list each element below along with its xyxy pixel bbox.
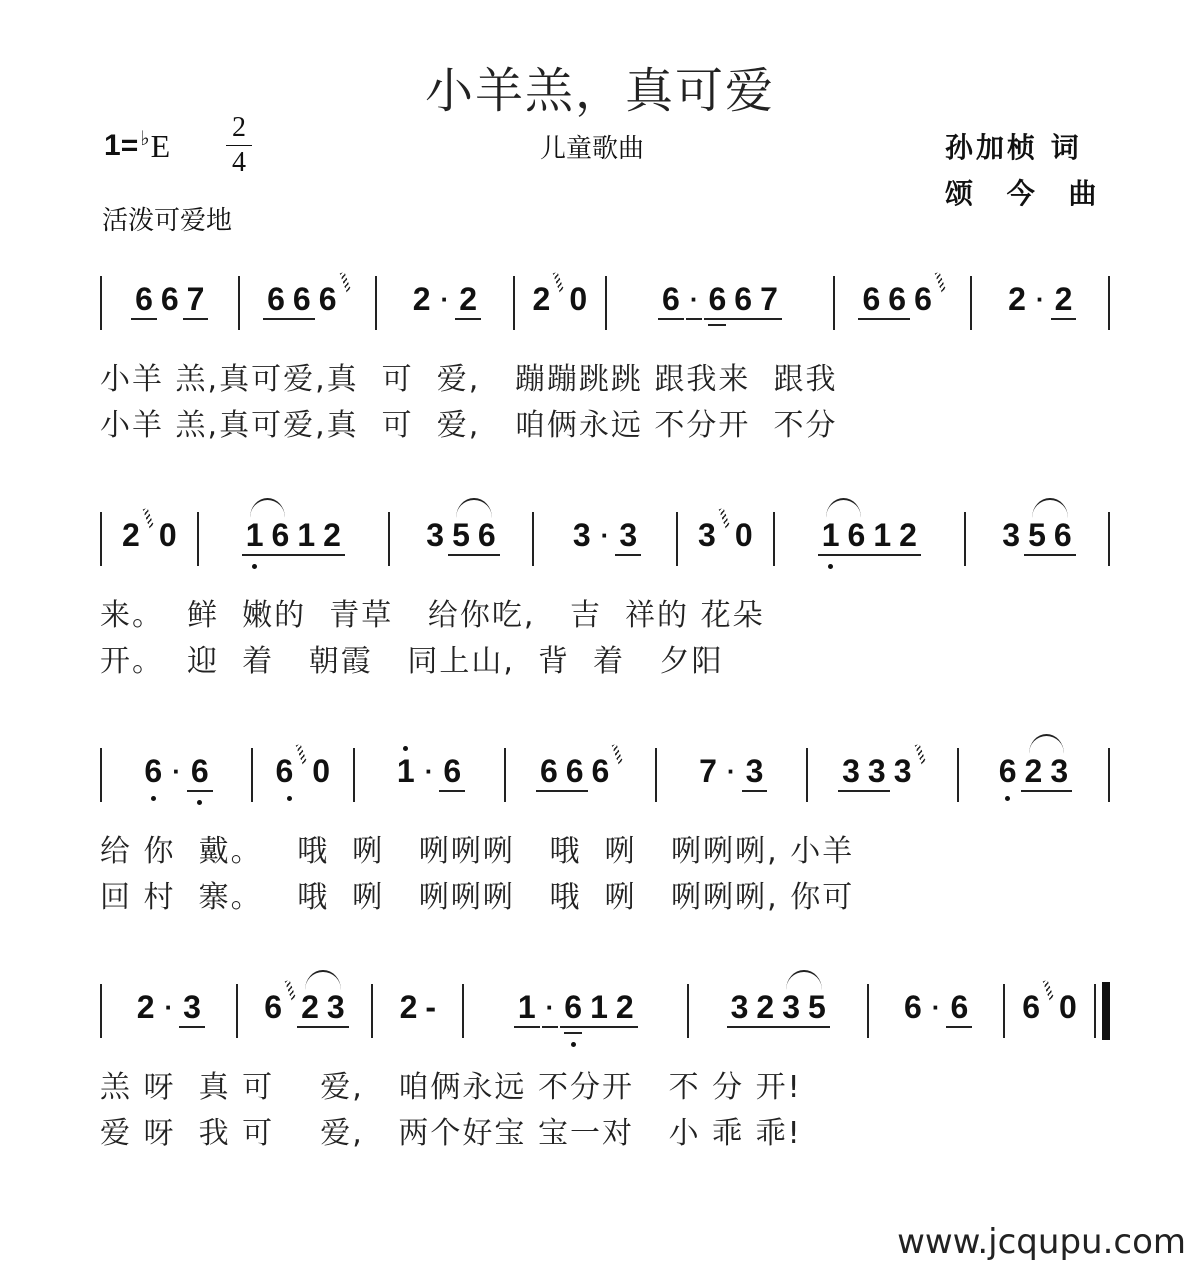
lyrics-line: 来。 鲜 嫩的 青草 给你吃, 吉 祥的 花朵: [100, 598, 765, 633]
barline: [1108, 276, 1110, 330]
note-digit: 1: [869, 516, 895, 556]
measure: [464, 988, 687, 1040]
note: [1030, 280, 1051, 326]
note: [419, 752, 440, 798]
time-bottom: 4: [232, 147, 246, 178]
measure: [199, 516, 388, 568]
note: [1021, 752, 1047, 798]
note: [421, 988, 440, 1034]
measure: [240, 280, 376, 332]
note-digit: 6: [318, 281, 337, 317]
note: [658, 280, 684, 326]
low-octave-dot: [287, 796, 292, 801]
notation-row: [100, 752, 1110, 812]
song-title: 小羊羔，真可爱: [424, 63, 775, 119]
time-signature-bar: [226, 145, 252, 146]
glissando-mark: [553, 272, 565, 293]
note: [131, 280, 157, 326]
note: [409, 280, 435, 326]
note: [895, 516, 921, 562]
note: [514, 988, 540, 1034]
glissando-mark: [1043, 980, 1055, 1001]
barline: [1094, 984, 1096, 1038]
note-digit: ·: [686, 280, 703, 320]
note-digit: 6: [844, 516, 870, 556]
note: [684, 280, 705, 326]
note: [323, 988, 349, 1034]
note-digit: 3: [838, 752, 864, 792]
note: [858, 280, 884, 326]
note: [884, 280, 910, 326]
note-digit: ·: [931, 992, 941, 1022]
note-digit: 6: [439, 752, 465, 792]
slur: [818, 516, 870, 562]
note-digit: 6: [144, 753, 163, 789]
note: [529, 280, 566, 326]
note-digit: 6: [268, 516, 294, 556]
measure: [775, 516, 964, 568]
note-digit: ·: [726, 756, 736, 786]
low-octave-dot: [252, 564, 257, 569]
note-digit: 3: [727, 988, 753, 1028]
lyrics-line: 羔 呀 真 可 爱, 咱俩永远 不分开 不 分 开!: [100, 1070, 802, 1105]
note-digit: 0: [734, 517, 753, 553]
note: [260, 988, 297, 1034]
measure: [238, 988, 372, 1040]
note: [586, 988, 612, 1034]
note: [308, 752, 334, 798]
note-digit: 2: [297, 988, 323, 1028]
note: [569, 516, 595, 562]
note-digit: 1: [514, 988, 540, 1028]
double-underline: [564, 1032, 582, 1034]
note-digit: 3: [323, 988, 349, 1028]
note-digit: 6: [562, 752, 588, 792]
note-digit: 6: [903, 989, 922, 1025]
note-digit: 6: [914, 281, 932, 317]
note: [562, 752, 588, 798]
low-octave-dot: [1005, 796, 1010, 801]
note: [263, 280, 289, 326]
time-top: 2: [232, 112, 246, 143]
note-digit: ·: [1035, 284, 1045, 314]
tempo-marking: 活泼可爱地: [102, 206, 233, 236]
note-digit: -: [425, 989, 437, 1025]
glissando-mark: [339, 272, 351, 293]
notation-row: [100, 280, 1110, 340]
note-digit: 7: [183, 280, 209, 320]
note-digit: 1: [586, 988, 612, 1028]
note: [268, 516, 294, 562]
note: [727, 988, 753, 1034]
low-octave-dot: [151, 796, 156, 801]
note-digit: 6: [998, 753, 1017, 789]
note: [187, 752, 213, 798]
measure: [373, 988, 462, 1040]
note-digit: 6: [160, 281, 179, 317]
measure: [102, 988, 236, 1040]
note: [133, 988, 159, 1034]
note-digit: 7: [756, 280, 782, 320]
note: [540, 988, 561, 1034]
note: [778, 988, 804, 1034]
key-equals: =: [120, 129, 139, 162]
measure: [377, 280, 513, 332]
note: [1050, 516, 1076, 562]
note: [293, 516, 319, 562]
notation-row: [100, 988, 1110, 1048]
note: [890, 752, 927, 798]
note-digit: ·: [164, 992, 174, 1022]
note: [695, 752, 721, 798]
note-digit: 6: [560, 988, 586, 1028]
slur: [1021, 752, 1073, 798]
note-digit: ·: [542, 988, 559, 1028]
note-digit: 2: [412, 281, 431, 317]
key-one: 1: [104, 129, 121, 162]
note-digit: 6: [591, 753, 610, 789]
note-digit: 2: [1051, 280, 1077, 320]
note-digit: 1: [396, 753, 415, 789]
glissando-mark: [285, 980, 297, 1001]
barline: [1108, 512, 1110, 566]
note: [818, 516, 844, 562]
glissando-mark: [296, 744, 308, 765]
note: [118, 516, 155, 562]
measure: [253, 752, 352, 804]
note: [179, 988, 205, 1034]
note: [140, 752, 166, 798]
note-digit: 6: [946, 988, 972, 1028]
measure: [102, 516, 197, 568]
measure: [506, 752, 655, 804]
note: [1004, 280, 1030, 326]
measure: [835, 280, 971, 332]
note-digit: 6: [187, 752, 213, 792]
note: [998, 516, 1024, 562]
note-digit: 6: [264, 989, 283, 1025]
note-digit: 3: [179, 988, 205, 1028]
note: [1046, 752, 1072, 798]
measure: [678, 516, 773, 568]
note-digit: 0: [312, 753, 331, 789]
note: [393, 752, 419, 798]
measure: [657, 752, 806, 804]
measure: [534, 516, 676, 568]
note-digit: 2: [136, 989, 155, 1025]
low-octave-dot: [571, 1042, 576, 1047]
note: [448, 516, 474, 562]
glissando-mark: [914, 744, 926, 765]
high-octave-dot: [403, 746, 408, 751]
measure: [102, 280, 238, 332]
note: [615, 516, 641, 562]
note: [588, 752, 625, 798]
measure: [515, 280, 605, 332]
note-digit: 2: [399, 989, 418, 1025]
note: [612, 988, 638, 1034]
measure: [966, 516, 1108, 568]
slur: [242, 516, 294, 562]
note-digit: 6: [884, 280, 910, 320]
note-digit: 0: [569, 281, 588, 317]
note: [565, 280, 591, 326]
note-digit: 6: [275, 753, 294, 789]
watermark-url: www.jcqupu.com: [897, 1222, 1186, 1262]
measure: [689, 988, 867, 1040]
lyrics-line: 小羊 羔,真可爱,真 可 爱, 蹦蹦跳跳 跟我来 跟我: [100, 362, 838, 397]
measure: [607, 280, 833, 332]
glissando-mark: [612, 744, 624, 765]
slur: [1024, 516, 1076, 562]
note: [864, 752, 890, 798]
note: [844, 516, 870, 562]
note: [422, 516, 448, 562]
note-digit: 3: [778, 988, 804, 1028]
note: [435, 280, 456, 326]
note: [946, 988, 972, 1034]
note: [838, 752, 864, 798]
composer: 颂 今 曲: [945, 177, 1097, 210]
note: [474, 516, 500, 562]
note-digit: 2: [895, 516, 921, 556]
note: [315, 280, 352, 326]
key-note: E: [150, 128, 171, 164]
note: [869, 516, 895, 562]
lyricist: 孙加桢 词: [945, 131, 1082, 164]
note: [1024, 516, 1050, 562]
note-digit: 6: [1022, 989, 1040, 1025]
note-digit: 0: [158, 517, 177, 553]
flat-sign: ♭: [140, 128, 150, 150]
note: [694, 516, 731, 562]
note: [439, 752, 465, 798]
note-digit: 2: [319, 516, 345, 556]
lyrics-line: 爱 呀 我 可 爱, 两个好宝 宝一对 小 乖 乖!: [100, 1116, 802, 1151]
note: [595, 516, 616, 562]
subtitle: 儿童歌曲: [540, 134, 645, 164]
note-digit: 6: [474, 516, 500, 556]
note: [289, 280, 315, 326]
note: [155, 516, 181, 562]
note-digit: 2: [612, 988, 638, 1028]
slur: [448, 516, 500, 562]
note-digit: 3: [742, 752, 768, 792]
note: [926, 988, 947, 1034]
note-digit: ·: [600, 520, 610, 550]
note-digit: 5: [1024, 516, 1050, 556]
measure: [972, 280, 1108, 332]
note-digit: 6: [536, 752, 562, 792]
note-digit: 3: [893, 753, 912, 789]
note-digit: 1: [818, 516, 844, 556]
note-digit: 6: [704, 280, 730, 320]
measure: [1005, 988, 1094, 1040]
note: [297, 988, 323, 1034]
note: [560, 988, 586, 1034]
note-digit: ·: [440, 284, 450, 314]
note-digit: 2: [532, 281, 551, 317]
barline: [1108, 748, 1110, 802]
note: [730, 280, 756, 326]
note-digit: 2: [752, 988, 778, 1028]
note: [742, 752, 768, 798]
note: [1051, 280, 1077, 326]
glissando-mark: [935, 272, 947, 293]
note-digit: 3: [1046, 752, 1072, 792]
note: [166, 752, 187, 798]
note-digit: 3: [426, 517, 445, 553]
time-signature: [226, 112, 252, 179]
note: [272, 752, 309, 798]
measure: [808, 752, 957, 804]
note-digit: ·: [172, 756, 181, 786]
note: [242, 516, 268, 562]
low-octave-dot: [197, 800, 202, 805]
note: [158, 988, 179, 1034]
note-digit: 3: [615, 516, 641, 556]
note: [157, 280, 183, 326]
note-digit: 3: [572, 517, 591, 553]
note: [752, 988, 778, 1034]
note-digit: 6: [1050, 516, 1076, 556]
measure: [102, 752, 251, 804]
lyrics-line: 给 你 戴。 哦 咧 咧咧咧 哦 咧 咧咧咧, 小羊: [100, 834, 855, 869]
measure: [959, 752, 1108, 804]
note-digit: 3: [1002, 517, 1021, 553]
note-digit: 5: [804, 988, 830, 1028]
note-digit: 7: [699, 753, 717, 789]
lyrics-line: 回 村 寨。 哦 咧 咧咧咧 哦 咧 咧咧咧, 你可: [100, 880, 855, 915]
note: [536, 752, 562, 798]
glissando-mark: [143, 508, 155, 529]
glissando-mark: [719, 508, 731, 529]
low-octave-dot: [828, 564, 833, 569]
note-digit: 3: [698, 517, 716, 553]
note-digit: 2: [455, 280, 481, 320]
note: [900, 988, 926, 1034]
note-digit: 6: [289, 280, 315, 320]
note: [756, 280, 782, 326]
note: [804, 988, 830, 1034]
double-underline: [708, 324, 726, 326]
note-digit: 6: [730, 280, 756, 320]
note-digit: 2: [1008, 281, 1026, 317]
measure: [355, 752, 504, 804]
slur: [297, 988, 349, 1034]
note: [455, 280, 481, 326]
note: [721, 752, 742, 798]
note: [910, 280, 947, 326]
notation-row: [100, 516, 1110, 576]
note-digit: 6: [658, 280, 684, 320]
note: [1055, 988, 1081, 1034]
measure: [390, 516, 532, 568]
slur: [778, 988, 830, 1034]
note-digit: 0: [1058, 989, 1077, 1025]
note: [183, 280, 209, 326]
note: [731, 516, 757, 562]
lyrics-line: 小羊 羔,真可爱,真 可 爱, 咱俩永远 不分开 不分: [100, 408, 838, 443]
note-digit: ·: [424, 756, 434, 786]
note: [396, 988, 422, 1034]
note-digit: 6: [263, 280, 289, 320]
note-digit: 2: [122, 517, 140, 553]
note-digit: 6: [131, 280, 157, 320]
note: [1018, 988, 1055, 1034]
lyrics-line: 开。 迎 着 朝霞 同上山, 背 着 夕阳: [100, 644, 724, 679]
note: [319, 516, 345, 562]
measure: [869, 988, 1003, 1040]
key-signature: [104, 128, 170, 164]
note-digit: 2: [1021, 752, 1047, 792]
note-digit: 3: [864, 752, 890, 792]
note-digit: 5: [448, 516, 474, 556]
note-digit: 1: [242, 516, 268, 556]
note-digit: 6: [858, 280, 884, 320]
final-barline: [1102, 982, 1110, 1040]
note: [995, 752, 1021, 798]
note-digit: 1: [293, 516, 319, 556]
note: [704, 280, 730, 326]
